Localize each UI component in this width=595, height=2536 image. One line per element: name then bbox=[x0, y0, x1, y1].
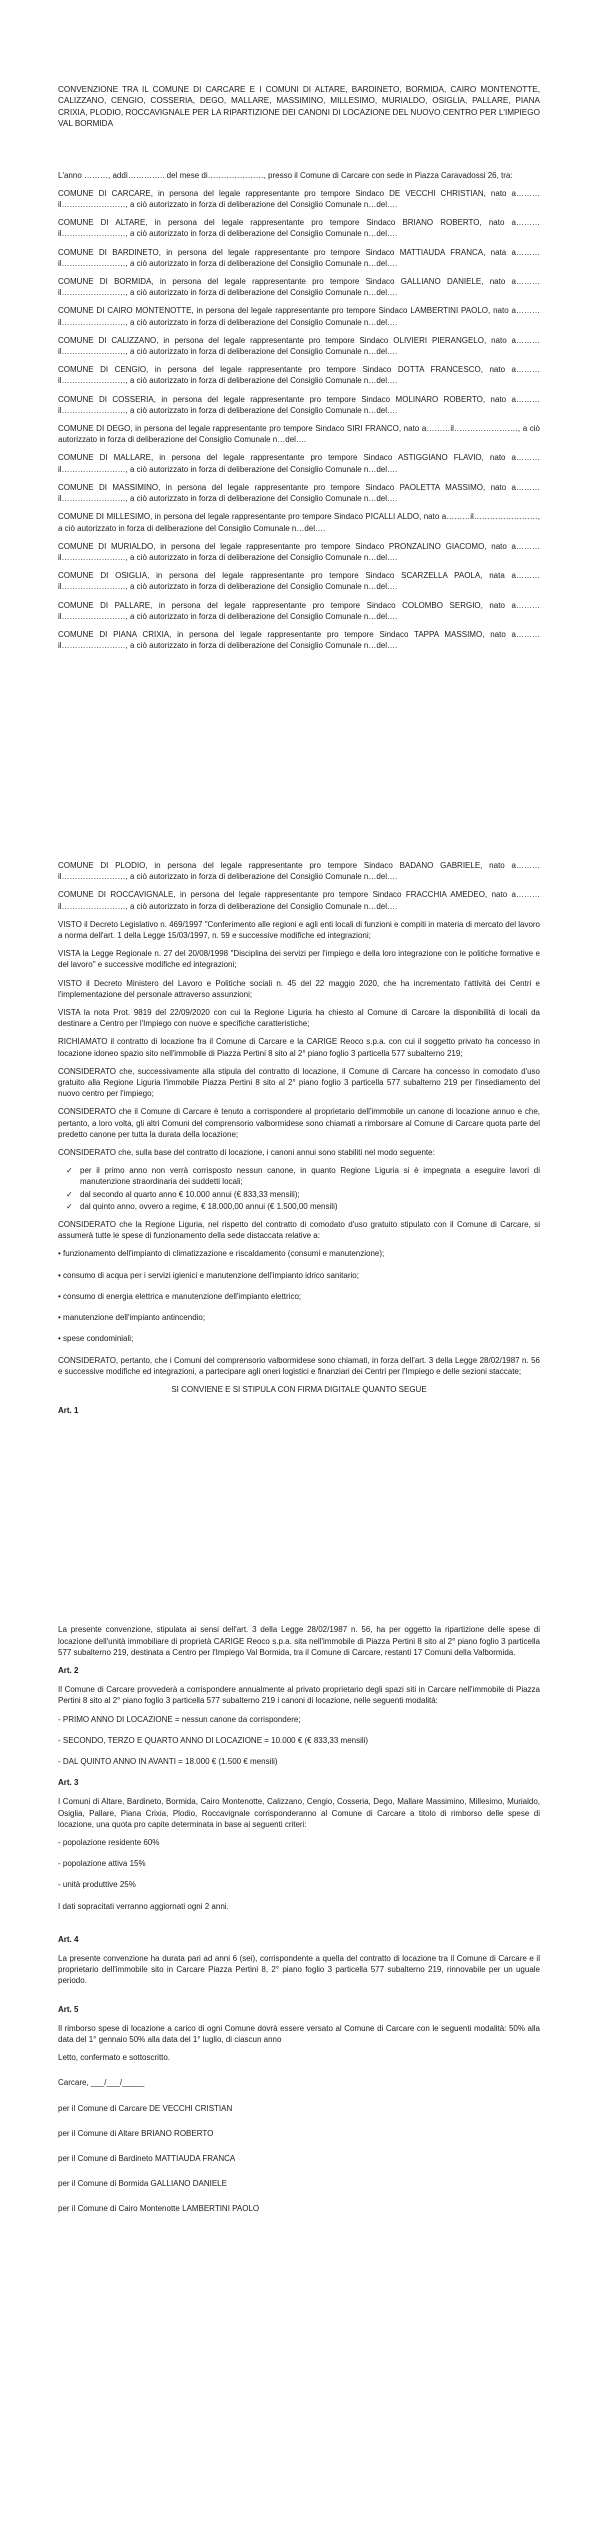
art4-heading: Art. 4 bbox=[58, 1934, 79, 1944]
recital-paragraph: COMUNE DI PLODIO, in persona del legale rappresentante pro tempore Sindaco BADANO GABRIELE, nato a………il……………………, a ciò autorizzato in forza di deliberazione del Consiglio Comunale n…del…. bbox=[58, 861, 540, 882]
spesa-item: • consumo di energia elettrica e manutenzione dell'impianto elettrico; bbox=[58, 1291, 302, 1301]
art3-text: I Comuni di Altare, Bardineto, Bormida, Cairo Montenotte, Calizzano, Cengio, Cosseria, Dego, Mallare Massimino, Millesimo, Murialdo, Osiglia, Pallare, Piana Crixia, Plodio, Roccavignale corrisponderanno al Comune di Carcare a titolo di rimborso delle spese di locazione, una quota pro capite determinata in base ai seguenti criteri: bbox=[58, 1797, 540, 1829]
canone-item-text: dal secondo al quarto anno € 10.000 annui (€ 833,33 mensili); bbox=[80, 1189, 300, 1199]
spesa-item: • funzionamento dell'impianto di climatizzazione e riscaldamento (consumi e manutenzione); bbox=[58, 1249, 385, 1259]
checkmark-icon: ✓ bbox=[66, 1201, 73, 1211]
art5-text: Il rimborso spese di locazione a carico di ogni Comune dovrà essere versato al Comune di Carcare con le seguenti modalità: 50% alla data del 1° gennaio 50% alla data del 1° luglio, di ciascun anno bbox=[58, 2023, 540, 2044]
signature-line: per il Comune di Carcare DE VECCHI CRISTIAN bbox=[58, 2103, 233, 2113]
canone-item bbox=[58, 1189, 540, 1200]
recital-paragraph: VISTA la Legge Regionale n. 27 del 20/08/1998 "Disciplina dei servizi per l'impiego e della loro integrazione con le politiche formative e del lavoro" e successive modifiche ed integrazioni; bbox=[58, 949, 540, 970]
party-paragraph: COMUNE DI OSIGLIA, in persona del legale rappresentante pro tempore Sindaco SCARZELLA PAOLA, nata a………il……………………, a ciò autorizzato in forza di deliberazione del Consiglio Comunale n…del…. bbox=[58, 571, 540, 592]
parties-list bbox=[58, 188, 540, 652]
letto-confermato: Letto, confermato e sottoscritto. bbox=[58, 2053, 171, 2063]
art2-item: - DAL QUINTO ANNO IN AVANTI = 18.000 € (1.500 € mensili) bbox=[58, 1756, 278, 1766]
party-paragraph: COMUNE DI ALTARE, in persona del legale rappresentante pro tempore Sindaco BRIANO ROBERTO, nato a………il……………………, a ciò autorizzato in forza di deliberazione del Consiglio Comunale n…del…. bbox=[58, 218, 540, 239]
party-paragraph: COMUNE DI COSSERIA, in persona del legale rappresentante pro tempore Sindaco MOLINARO ROBERTO, nato a………il……………………, a ciò autorizzato in forza di deliberazione del Consiglio Comunale n…del…. bbox=[58, 394, 540, 415]
recital-paragraph: CONSIDERATO che il Comune di Carcare è tenuto a corrispondere al proprietario dell'immobile un canone di locazione annuo e che, pertanto, a loro volta, gli altri Comuni del comprensorio valbormidese sono chiamati a rimborsare al Comune di Carcare quota parte del predetto canone per tutta la durata della locazione; bbox=[58, 1107, 540, 1139]
art3-note: I dati sopracitati verranno aggiornati ogni 2 anni. bbox=[58, 1901, 229, 1911]
party-paragraph: COMUNE DI CALIZZANO, in persona del legale rappresentante pro tempore Sindaco OLIVIERI PIERANGELO, nato a………il……………………, a ciò autorizzato in forza di deliberazione del Consiglio Comunale n…del…. bbox=[58, 335, 540, 357]
document-title: CONVENZIONE TRA IL COMUNE DI CARCARE E I COMUNI DI ALTARE, BARDINETO, BORMIDA, CAIRO MONTENOTTE, CALIZZANO, CENGIO, COSSERIA, DEGO, MALLARE, MASSIMINO, MILLESIMO, MURIALDO, OSIGLIA, PALLARE, PIANA CRIXIA, PLODIO, ROCCAVIGNALE PER LA RIPARTIZIONE DEI CANONI DI LOCAZIONE DEL NUOVO CENTRO PER L'IMPIEGO VAL BORMIDA bbox=[58, 85, 540, 129]
party-paragraph: COMUNE DI CENGIO, in persona del legale rappresentante pro tempore Sindaco DOTTA FRANCESCO, nato a………il……………………, a ciò autorizzato in forza di deliberazione del Consiglio Comunale n…del…. bbox=[58, 365, 540, 386]
art5-heading: Art. 5 bbox=[58, 2004, 79, 2014]
art2-item: - SECONDO, TERZO E QUARTO ANNO DI LOCAZIONE = 10.000 € (€ 833,33 mensili) bbox=[58, 1735, 369, 1745]
art1-text: La presente convenzione, stipulata ai sensi dell'art. 3 della Legge 28/02/1987 n. 56, ha per oggetto la ripartizione delle spese di locazione dell'unità immobiliare di proprietà CARIGE Reoco s.p.a. sita nell'immobile di Piazza Pertini 8 sito al 2° piano foglio 3 particella 577 subalterno 219, destinata a Centro per l'Impiego Val Bormida, tra il Comune di Carcare, restanti 17 Comuni della Valbormida. bbox=[58, 1625, 540, 1657]
page-1-body bbox=[58, 84, 540, 658]
spesa-item: • consumo di acqua per i servizi igienici e manutenzione dell'impianto idrico sanitario; bbox=[58, 1270, 359, 1280]
party-paragraph: COMUNE DI PALLARE, in persona del legale rappresentante pro tempore Sindaco COLOMBO SERGIO, nato a………il……………………, a ciò autorizzato in forza di deliberazione del Consiglio Comunale n…del…. bbox=[58, 600, 540, 621]
party-paragraph: COMUNE DI BORMIDA, in persona del legale rappresentante pro tempore Sindaco GALLIANO DANIELE, nato a………il……………………, a ciò autorizzato in forza di deliberazione del Consiglio Comunale n…del…. bbox=[58, 277, 540, 298]
recital-paragraph: VISTO il Decreto Ministero del Lavoro e Politiche sociali n. 45 del 22 maggio 2020, che ha incrementato l'attività dei Centri e l'implementazione del personale attraverso assunzioni; bbox=[58, 978, 540, 999]
recitals-list bbox=[58, 860, 540, 1158]
recital-paragraph: VISTO il Decreto Legislativo n. 469/1997 "Conferimento alle regioni e agli enti locali di funzioni e compiti in materia di mercato del lavoro a norma dell'art. 1 della Legge 15/03/1997, n. 59 e successive modifiche ed integrazioni; bbox=[58, 919, 540, 941]
canone-item bbox=[58, 1201, 540, 1212]
art3-item: - popolazione attiva 15% bbox=[58, 1859, 146, 1869]
spesa-item: • manutenzione dell'impianto antincendio; bbox=[58, 1313, 206, 1323]
checkmark-icon: ✓ bbox=[66, 1166, 73, 1176]
art2-item: - PRIMO ANNO DI LOCAZIONE = nessun canone da corrispondere; bbox=[58, 1714, 301, 1724]
recital-paragraph: COMUNE DI ROCCAVIGNALE, in persona del legale rappresentante pro tempore Sindaco FRACCHIA AMEDEO, nato a………il……………………, a ciò autorizzato in forza di deliberazione del Consiglio Comunale n…del…. bbox=[58, 890, 540, 911]
canone-item bbox=[58, 1165, 540, 1187]
art2-items bbox=[58, 1714, 540, 1768]
party-paragraph: COMUNE DI MALLARE, in persona del legale rappresentante pro tempore Sindaco ASTIGGIANO FLAVIO, nato a………il……………………, a ciò autorizzato in forza di deliberazione del Consiglio Comunale n…del…. bbox=[58, 453, 540, 474]
canoni-list bbox=[58, 1165, 540, 1212]
party-paragraph: COMUNE DI MASSIMINO, in persona del legale rappresentante pro tempore Sindaco PAOLETTA MASSIMO, nato a………il……………………, a ciò autorizzato in forza di deliberazione del Consiglio Comunale n…del…. bbox=[58, 482, 540, 504]
art1-heading: Art. 1 bbox=[58, 1406, 79, 1416]
art4-text: La presente convenzione ha durata pari ad anni 6 (sei), corrispondente a quella del contratto di locazione tra il Comune di Carcare e il proprietario dell'immobile sito in Carcare Piazza Pertini 8, 2° piano foglio 3 particella 577 subalterno 219, rinnovabile per un uguale periodo. bbox=[58, 1953, 540, 1986]
page-2-body bbox=[58, 860, 540, 2229]
art2-text: Il Comune di Carcare provvederà a corrispondere annualmente al privato proprietario degli spazi siti in Carcare nell'immobile di Piazza Pertini 8 sito al 2° piano foglio 3 particella 577 subalterno 219 i canoni di locazione, nelle seguenti modalità: bbox=[58, 1685, 540, 1706]
signature-line: per il Comune di Cairo Montenotte LAMBERTINI PAOLO bbox=[58, 2204, 260, 2214]
convengono-heading: SI CONVIENE E SI STIPULA CON FIRMA DIGITALE QUANTO SEGUE bbox=[171, 1384, 427, 1394]
recital-paragraph: CONSIDERATO che, successivamente alla stipula del contratto di locazione, il Comune di Carcare ha concesso in comodato d'uso gratuito alla Regione Liguria l'immobile Piazza Pertini 8 sito al 2° piano foglio 3 particella 577 subalterno 219 per l'insediamento del nuovo centro per l'impiego; bbox=[58, 1066, 540, 1099]
party-paragraph: COMUNE DI PIANA CRIXIA, in persona del legale rappresentante pro tempore Sindaco TAPPA MASSIMO, nato a………il……………………, a ciò autorizzato in forza di deliberazione del Consiglio Comunale n…del…. bbox=[58, 629, 540, 651]
checkmark-icon: ✓ bbox=[66, 1189, 73, 1199]
canone-item-text: dal quinto anno, ovvero a regime, € 18.000,00 annui (€ 1.500,00 mensili) bbox=[80, 1201, 338, 1211]
spese-list bbox=[58, 1248, 540, 1344]
party-paragraph: COMUNE DI MURIALDO, in persona del legale rappresentante pro tempore Sindaco PRONZALINO GIACOMO, nato a………il……………………, a ciò autorizzato in forza di deliberazione del Consiglio Comunale n…del…. bbox=[58, 541, 540, 562]
party-paragraph: COMUNE DI CAIRO MONTENOTTE, in persona del legale rappresentante pro tempore Sindaco LAMBERTINI PAOLO, nato a………il……………………, a ciò autorizzato in forza di deliberazione del Consiglio Comunale n…del…. bbox=[58, 306, 540, 327]
signature-line: per il Comune di Bardineto MATTIAUDA FRANCA bbox=[58, 2154, 236, 2163]
art3-item: - popolazione residente 60% bbox=[58, 1837, 160, 1847]
signature-line: per il Comune di Bormida GALLIANO DANIELE bbox=[58, 2179, 227, 2189]
recital-paragraph: RICHIAMATO il contratto di locazione fra il Comune di Carcare e la CARIGE Reoco s.p.a. con cui il soggetto privato ha concesso in locazione idoneo spazio sito nell'immobile di Piazza Pertini 8 sito al 2° piano foglio 3 particella 577 subalterno 219; bbox=[58, 1037, 540, 1058]
regione-paragraph: CONSIDERATO che la Regione Liguria, nel rispetto del contratto di comodato d'uso gratuito stipulato con il Comune di Carcare, si assumerà tutte le spese di funzionamento della sede distaccata relative a: bbox=[58, 1220, 540, 1241]
art3-items bbox=[58, 1837, 540, 1891]
place-date: Carcare, ___/___/_____ bbox=[58, 2078, 145, 2088]
page-1 bbox=[0, 0, 595, 860]
art3-heading: Art. 3 bbox=[58, 1778, 79, 1788]
canone-item-text: per il primo anno non verrà corrisposto nessun canone, in quanto Regione Liguria si è impegnata a eseguire lavori di manutenzione straordinaria dei suddetti locali; bbox=[80, 1166, 540, 1187]
considerato-finale: CONSIDERATO, pertanto, che i Comuni del comprensorio valbormidese sono chiamati, in forza dell'art. 3 della Legge 28/02/1987 n. 56 e successive modifiche ed integrazioni, a partecipare agli oneri logistici e finanziari dei Centri per l'Impiego e delle sezioni staccate; bbox=[58, 1355, 540, 1376]
signature-list bbox=[58, 2103, 540, 2215]
intro-paragraph: L'anno ………, addì………….. del mese di…………………, presso il Comune di Carcare con sede in Piazza Caravadossi 26, tra: bbox=[58, 170, 513, 180]
spesa-item: • spese condominiali; bbox=[58, 1334, 134, 1344]
recital-paragraph: CONSIDERATO che, sulla base del contratto di locazione, i canoni annui sono stabiliti nel modo seguente: bbox=[58, 1148, 435, 1158]
party-paragraph: COMUNE DI DEGO, in persona del legale rappresentante pro tempore Sindaco SIRI FRANCO, nato a………il……………………, a ciò autorizzato in forza di deliberazione del Consiglio Comunale n…del…. bbox=[58, 424, 540, 445]
party-paragraph: COMUNE DI MILLESIMO, in persona del legale rappresentante pro tempore Sindaco PICALLI ALDO, nato a………il……………………, a ciò autorizzato in forza di deliberazione del Consiglio Comunale n…del…. bbox=[58, 512, 540, 533]
signature-line: per il Comune di Altare BRIANO ROBERTO bbox=[58, 2128, 214, 2138]
recital-paragraph: VISTA la nota Prot. 9819 del 22/09/2020 con cui la Regione Liguria ha chiesto al Comune di Carcare la disponibilità di locali da destinare a Centro per l'Impiego con nuove e specifiche caratteristiche; bbox=[58, 1008, 540, 1029]
art3-item: - unità produttive 25% bbox=[58, 1880, 136, 1890]
art2-heading: Art. 2 bbox=[58, 1665, 79, 1675]
page-2 bbox=[0, 860, 595, 2536]
party-paragraph: COMUNE DI CARCARE, in persona del legale rappresentante pro tempore Sindaco DE VECCHI CHRISTIAN, nato a………il……………………, a ciò autorizzato in forza di deliberazione del Consiglio Comunale n…del…. bbox=[58, 188, 540, 210]
party-paragraph: COMUNE DI BARDINETO, in persona del legale rappresentante pro tempore Sindaco MATTIAUDA FRANCA, nata a………il……………………, a ciò autorizzato in forza di deliberazione del Consiglio Comunale n…del…. bbox=[58, 247, 540, 268]
